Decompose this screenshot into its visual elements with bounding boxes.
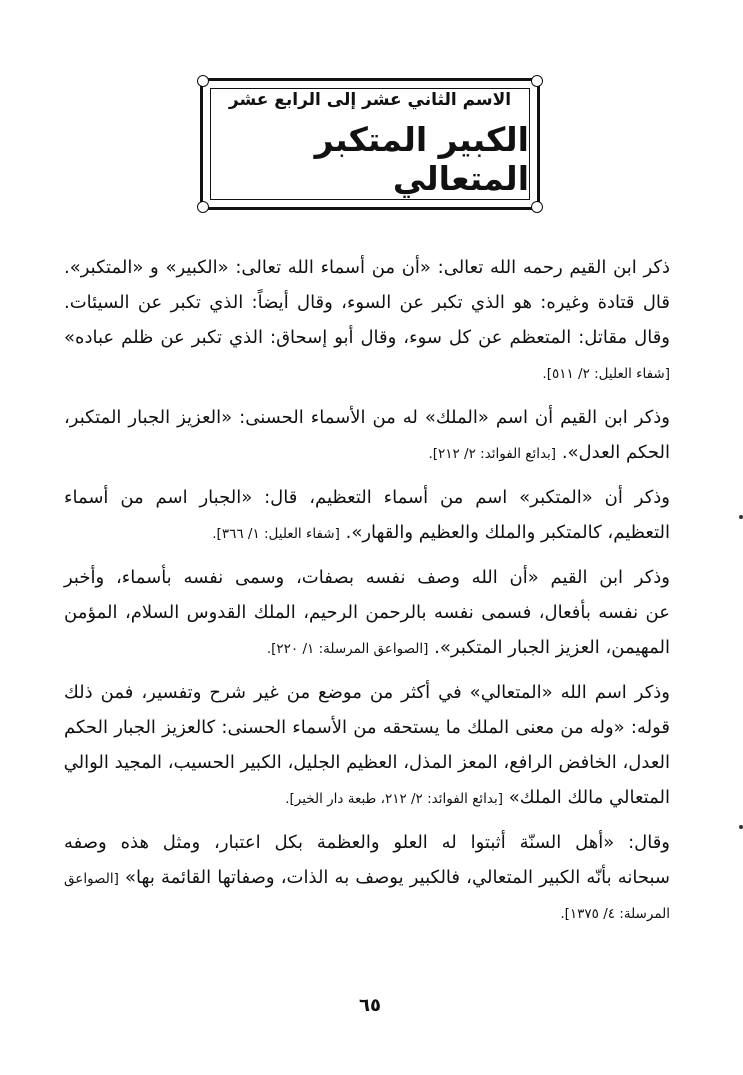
- citation: [بدائع الفوائد: ٢/ ٢١٢، طبعة دار الخير].: [285, 791, 504, 807]
- text-segment: الحكم العدل».: [561, 442, 670, 463]
- frame-ornament: [531, 201, 543, 213]
- citation: [شفاء العليل: ١/ ٣٦٦].: [212, 526, 340, 542]
- text-line: وذكر أن «المتكبر» اسم من أسماء التعظيم، قال: «الجبار اسم من أسماء: [64, 487, 670, 508]
- text-line: قوله: «وله من معنى الملك ما يستحقه من الأسماء الحسنى: كالعزيز الجبار الحكم: [64, 717, 670, 738]
- scan-mark: [739, 515, 743, 519]
- text-line: [64, 355, 670, 390]
- frame-ornament: [197, 75, 209, 87]
- text-line: [64, 895, 670, 930]
- frame-ornament: [531, 75, 543, 87]
- text-segment: المتعالي مالك الملك»: [508, 787, 670, 808]
- citation: [شفاء العليل: ٢/ ٥١١].: [542, 366, 670, 382]
- text-segment: سبحانه بأنّه الكبير المتعالي، فالكبير يوصف به الذات، وصفاتها القائمة بها»: [125, 867, 670, 888]
- page-number: ٦٥: [359, 995, 381, 1016]
- paragraph: [64, 825, 670, 930]
- citation: [بدائع الفوائد: ٢/ ٢١٢].: [428, 446, 557, 462]
- frame-ornament: [197, 201, 209, 213]
- citation: المرسلة: ٤/ ١٣٧٥].: [560, 906, 670, 922]
- text-line: [64, 435, 670, 470]
- paragraph: [64, 480, 670, 550]
- text-line: [64, 515, 670, 550]
- text-line: [64, 630, 670, 665]
- text-line: العدل، الخافض الرافع، المعز المذل، العظيم الجليل، الكبير الحسيب، المجيد الوالي: [63, 752, 670, 773]
- text-line: وقال: «أهل السنّة أثبتوا له العلو والعظمة بكل اعتبار، ومثل هذه وصفه: [64, 832, 670, 853]
- text-line: وذكر ابن القيم أن اسم «الملك» له من الأسماء الحسنى: «العزيز الجبار المتكبر،: [64, 407, 670, 428]
- paragraph: [64, 560, 670, 665]
- paragraph: [64, 675, 670, 815]
- paragraph: [64, 250, 670, 390]
- text-line: وذكر اسم الله «المتعالي» في أكثر من موضع من غير شرح وتفسير، فمن ذلك: [64, 682, 670, 703]
- text-line: ذكر ابن القيم رحمه الله تعالى: «أن من أسماء الله تعالى: «الكبير» و «المتكبر».: [64, 257, 670, 278]
- text-line: وقال مقاتل: المتعظم عن كل سوء، وقال أبو إسحاق: الذي تكبر عن ظلم عباده»: [64, 327, 670, 348]
- text-line: عن نفسه بأفعال، فسمى نفسه بالرحمن الرحيم، الملك القدوس السلام، المؤمن: [64, 602, 670, 623]
- text-segment: المهيمن، العزيز الجبار المتكبر».: [434, 637, 670, 658]
- citation: [الصواعق المرسلة: ١/ ٢٢٠].: [266, 641, 429, 657]
- text-line: [64, 780, 670, 815]
- paragraph: [64, 400, 670, 470]
- scan-mark: [739, 825, 743, 829]
- title-frame: [200, 78, 540, 210]
- body-text: [64, 250, 670, 940]
- text-line: [64, 860, 670, 895]
- text-segment: التعظيم، كالمتكبر والملك والعظيم والقهار».: [345, 522, 670, 543]
- title-frame-inner: [210, 88, 530, 200]
- text-line: قال قتادة وغيره: هو الذي تكبر عن السوء، وقال أيضاً: الذي تكبر عن السيئات.: [64, 292, 670, 313]
- chapter-title: الكبير المتكبر المتعالي: [314, 120, 529, 198]
- chapter-subtitle: الاسم الثاني عشر إلى الرابع عشر: [228, 90, 512, 110]
- text-line: وذكر ابن القيم «أن الله وصف نفسه بصفات، وسمى نفسه بأسماء، وأخبر: [64, 567, 670, 588]
- citation-start: [الصواعق: [64, 871, 119, 887]
